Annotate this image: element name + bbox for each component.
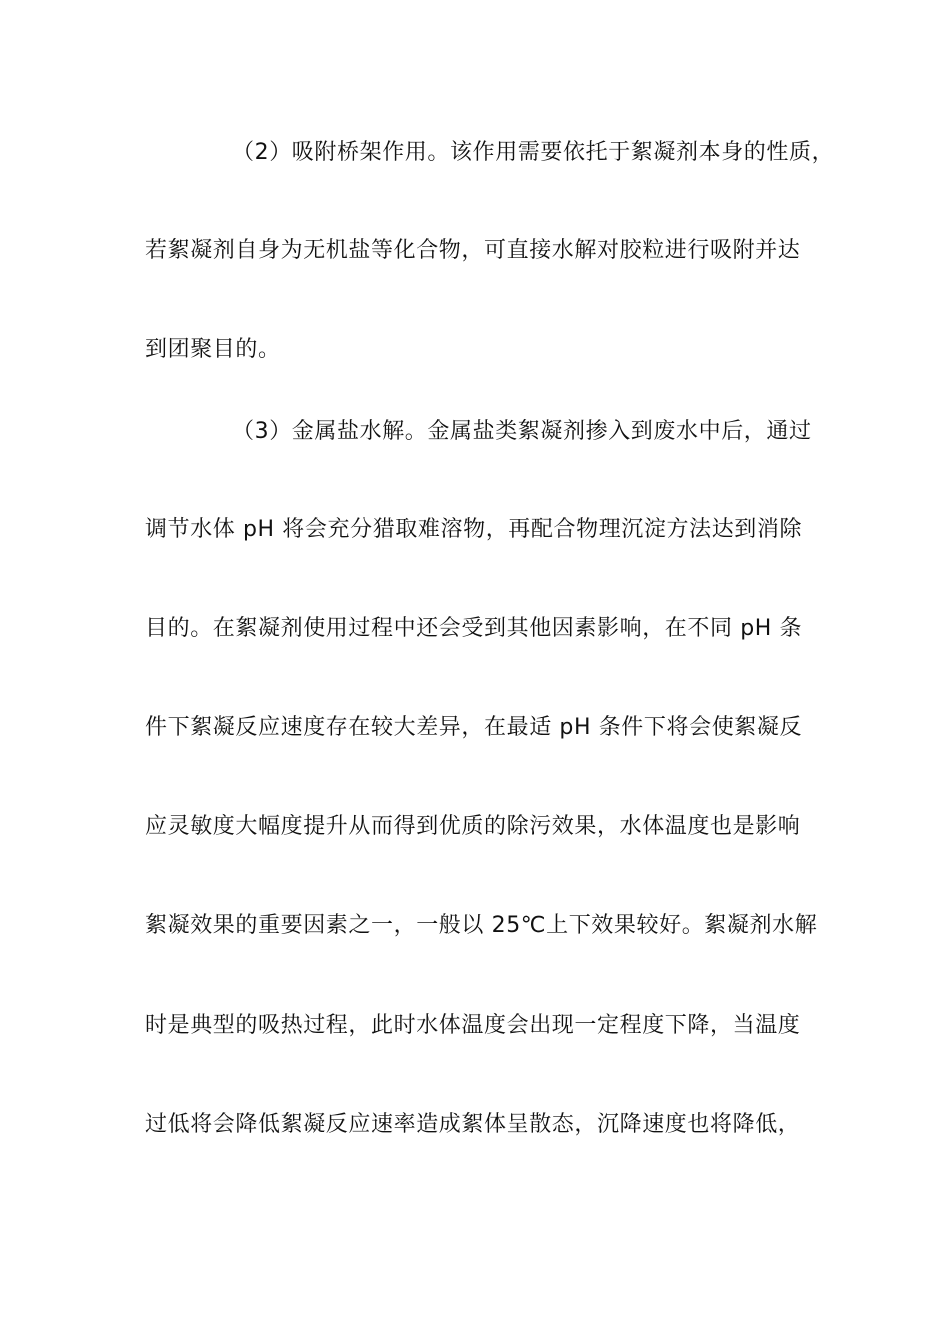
- paragraph-line: （3）金属盐水解。金属盐类絮凝剂掺入到废水中后，通过: [232, 419, 812, 444]
- paragraph-line: 时是典型的吸热过程，此时水体温度会出现一定程度下降，当温度: [145, 1013, 801, 1038]
- paragraph-line: 件下絮凝反应速度存在较大差异，在最适 pH 条件下将会使絮凝反: [145, 715, 803, 740]
- paragraph-line: （2）吸附桥架作用。该作用需要依托于絮凝剂本身的性质，: [232, 140, 835, 165]
- paragraph-line: 目的。在絮凝剂使用过程中还会受到其他因素影响，在不同 pH 条: [145, 616, 803, 641]
- paragraph-line: 若絮凝剂自身为无机盐等化合物，可直接水解对胶粒进行吸附并达: [145, 238, 801, 263]
- paragraph-line: 絮凝效果的重要因素之一，一般以 25℃上下效果较好。絮凝剂水解: [145, 913, 818, 938]
- paragraph-line: 到团聚目的。: [145, 337, 281, 362]
- paragraph-line: 过低将会降低絮凝反应速率造成絮体呈散态，沉降速度也将降低，: [145, 1112, 801, 1137]
- paragraph-line: 应灵敏度大幅度提升从而得到优质的除污效果，水体温度也是影响: [145, 814, 801, 839]
- paragraph-line: 调节水体 pH 将会充分猎取难溶物，再配合物理沉淀方法达到消除: [145, 517, 803, 542]
